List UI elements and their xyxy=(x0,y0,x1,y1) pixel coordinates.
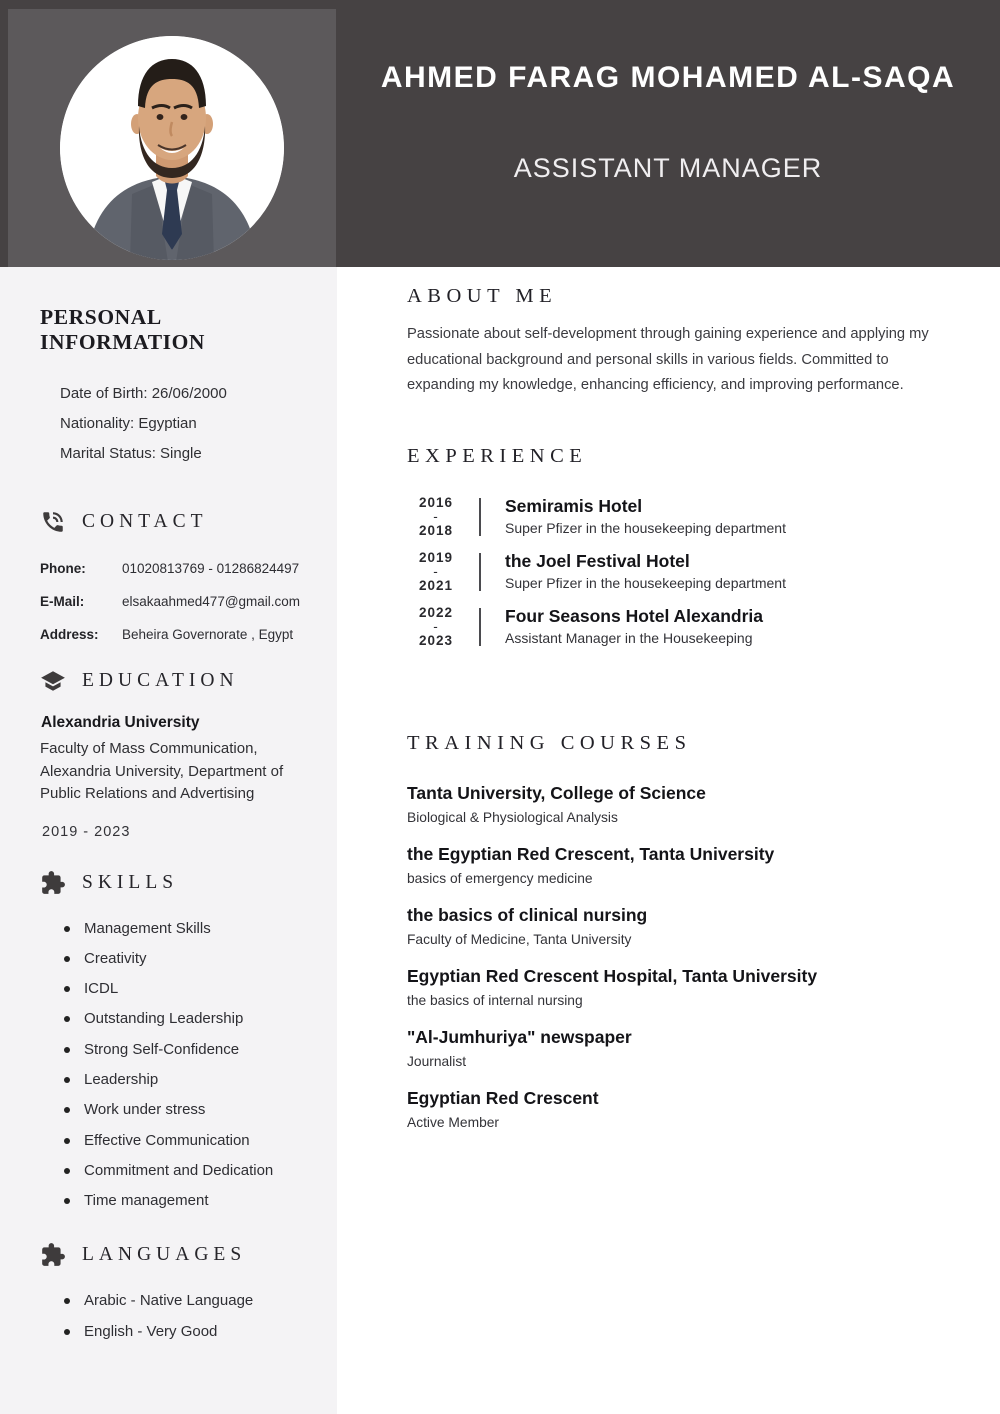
phone-icon xyxy=(40,509,66,535)
photo-panel xyxy=(8,9,336,267)
experience-dates xyxy=(407,606,465,648)
personal-information-list xyxy=(40,379,321,469)
contact-rows xyxy=(40,561,321,642)
personal-info-item: Marital Status: Single xyxy=(60,445,202,462)
training-subtitle: basics of emergency medicine xyxy=(407,870,593,886)
education-heading: EDUCATION xyxy=(82,670,239,691)
skill-item: Leadership xyxy=(64,1065,321,1095)
training-item xyxy=(407,1088,960,1132)
skill-item: Effective Communication xyxy=(64,1126,321,1156)
training-subtitle: Biological & Physiological Analysis xyxy=(407,809,618,825)
experience-heading: EXPERIENCE xyxy=(407,444,588,467)
experience-title: the Joel Festival Hotel xyxy=(505,550,690,571)
training-title: the basics of clinical nursing xyxy=(407,904,648,925)
puzzle-piece-icon xyxy=(40,1242,66,1268)
skill-item: Management Skills xyxy=(64,914,321,944)
training-title: "Al-Jumhuriya" newspaper xyxy=(407,1026,632,1047)
date-dash: - xyxy=(433,563,439,579)
training-title: Egyptian Red Crescent Hospital, Tanta University xyxy=(407,965,818,986)
experience-list xyxy=(407,496,960,648)
puzzle-piece-icon xyxy=(40,870,66,896)
experience-start-year: 2022 xyxy=(418,604,454,620)
training-courses-section xyxy=(407,732,960,1132)
experience-item xyxy=(407,496,960,538)
skills-heading: SKILLS xyxy=(82,871,179,893)
header-text-block xyxy=(336,0,1000,267)
experience-end-year: 2018 xyxy=(418,522,454,538)
training-courses-heading: TRAINING COURSES xyxy=(407,731,692,754)
training-item xyxy=(407,905,960,949)
contact-label: Phone: xyxy=(40,561,86,576)
skill-item: Time management xyxy=(64,1186,321,1216)
experience-dates xyxy=(407,496,465,538)
training-title: the Egyptian Red Crescent, Tanta University xyxy=(407,843,775,864)
education-years: 2019 - 2023 xyxy=(42,823,131,840)
experience-start-year: 2019 xyxy=(418,549,454,565)
experience-dates xyxy=(407,551,465,593)
training-subtitle: Journalist xyxy=(407,1053,467,1069)
experience-title: Semiramis Hotel xyxy=(505,495,643,516)
job-title: ASSISTANT MANAGER xyxy=(513,153,823,183)
portrait-illustration xyxy=(60,36,284,260)
person-name: AHMED FARAG MOHAMED AL-SAQA xyxy=(380,61,956,94)
date-dash: - xyxy=(433,618,439,634)
training-subtitle: the basics of internal nursing xyxy=(407,992,583,1008)
skill-item: Commitment and Dedication xyxy=(64,1156,321,1186)
skill-item: Creativity xyxy=(64,944,321,974)
contact-heading: CONTACT xyxy=(82,511,208,532)
contact-value: Beheira Governorate , Egypt xyxy=(122,627,294,642)
education-description: Faculty of Mass Communication, Alexandria University, Department of Public Relations and Advertising xyxy=(40,740,284,802)
contact-label: E-Mail: xyxy=(40,594,85,609)
skills-list xyxy=(40,914,321,1217)
experience-content xyxy=(481,496,786,538)
training-subtitle: Active Member xyxy=(407,1114,500,1130)
contact-row xyxy=(40,627,321,642)
skill-item: ICDL xyxy=(64,974,321,1004)
about-text: Passionate about self-development through gaining experience and applying my educational background and personal skills in various fields. Committed to expanding my knowledge, enhancing efficiency, and improving performance. xyxy=(407,326,929,393)
training-title: Egyptian Red Crescent xyxy=(407,1087,599,1108)
experience-content xyxy=(481,606,763,648)
profile-photo xyxy=(60,36,284,260)
training-courses-list xyxy=(407,783,960,1132)
contact-label: Address: xyxy=(40,627,99,642)
header-band xyxy=(0,0,1000,267)
experience-subtitle: Super Pfizer in the housekeeping department xyxy=(505,574,786,591)
experience-content xyxy=(481,551,786,593)
experience-item xyxy=(407,551,960,593)
experience-end-year: 2021 xyxy=(418,577,454,593)
language-item: Arabic - Native Language xyxy=(64,1286,321,1316)
contact-row xyxy=(40,594,321,609)
date-dash: - xyxy=(433,508,439,524)
skill-item: Outstanding Leadership xyxy=(64,1004,321,1034)
experience-title: Four Seasons Hotel Alexandria xyxy=(505,605,764,626)
experience-subtitle: Super Pfizer in the housekeeping department xyxy=(505,519,786,536)
training-title: Tanta University, College of Science xyxy=(407,782,706,803)
sidebar xyxy=(0,267,337,1414)
languages-heading: LANGUAGES xyxy=(82,1244,247,1266)
contact-value: 01020813769 - 01286824497 xyxy=(122,561,300,576)
contact-value: elsakaahmed477@gmail.com xyxy=(122,594,301,609)
contact-section xyxy=(40,509,321,642)
personal-info-item: Date of Birth: 26/06/2000 xyxy=(60,385,227,402)
skill-item: Strong Self-Confidence xyxy=(64,1035,321,1065)
training-item xyxy=(407,844,960,888)
contact-row xyxy=(40,561,321,576)
languages-section xyxy=(40,1242,321,1347)
about-heading: ABOUT ME xyxy=(407,285,558,307)
education-school: Alexandria University xyxy=(41,714,200,731)
skills-section xyxy=(40,870,321,1217)
personal-information-heading: PERSONAL INFORMATION xyxy=(40,305,206,354)
experience-subtitle: Assistant Manager in the Housekeeping xyxy=(505,629,753,646)
experience-item xyxy=(407,606,960,648)
experience-end-year: 2023 xyxy=(418,632,454,648)
personal-info-item: Nationality: Egyptian xyxy=(60,415,197,432)
languages-list xyxy=(40,1286,321,1347)
main-column xyxy=(337,267,1000,1414)
experience-start-year: 2016 xyxy=(418,494,454,510)
about-section xyxy=(407,285,960,399)
training-subtitle: Faculty of Medicine, Tanta University xyxy=(407,931,632,947)
language-item: English - Very Good xyxy=(64,1317,321,1347)
experience-section xyxy=(407,445,960,648)
skill-item: Work under stress xyxy=(64,1095,321,1125)
graduation-cap-icon xyxy=(40,668,66,694)
education-section xyxy=(40,668,321,840)
training-item xyxy=(407,966,960,1010)
training-item xyxy=(407,783,960,827)
training-item xyxy=(407,1027,960,1071)
